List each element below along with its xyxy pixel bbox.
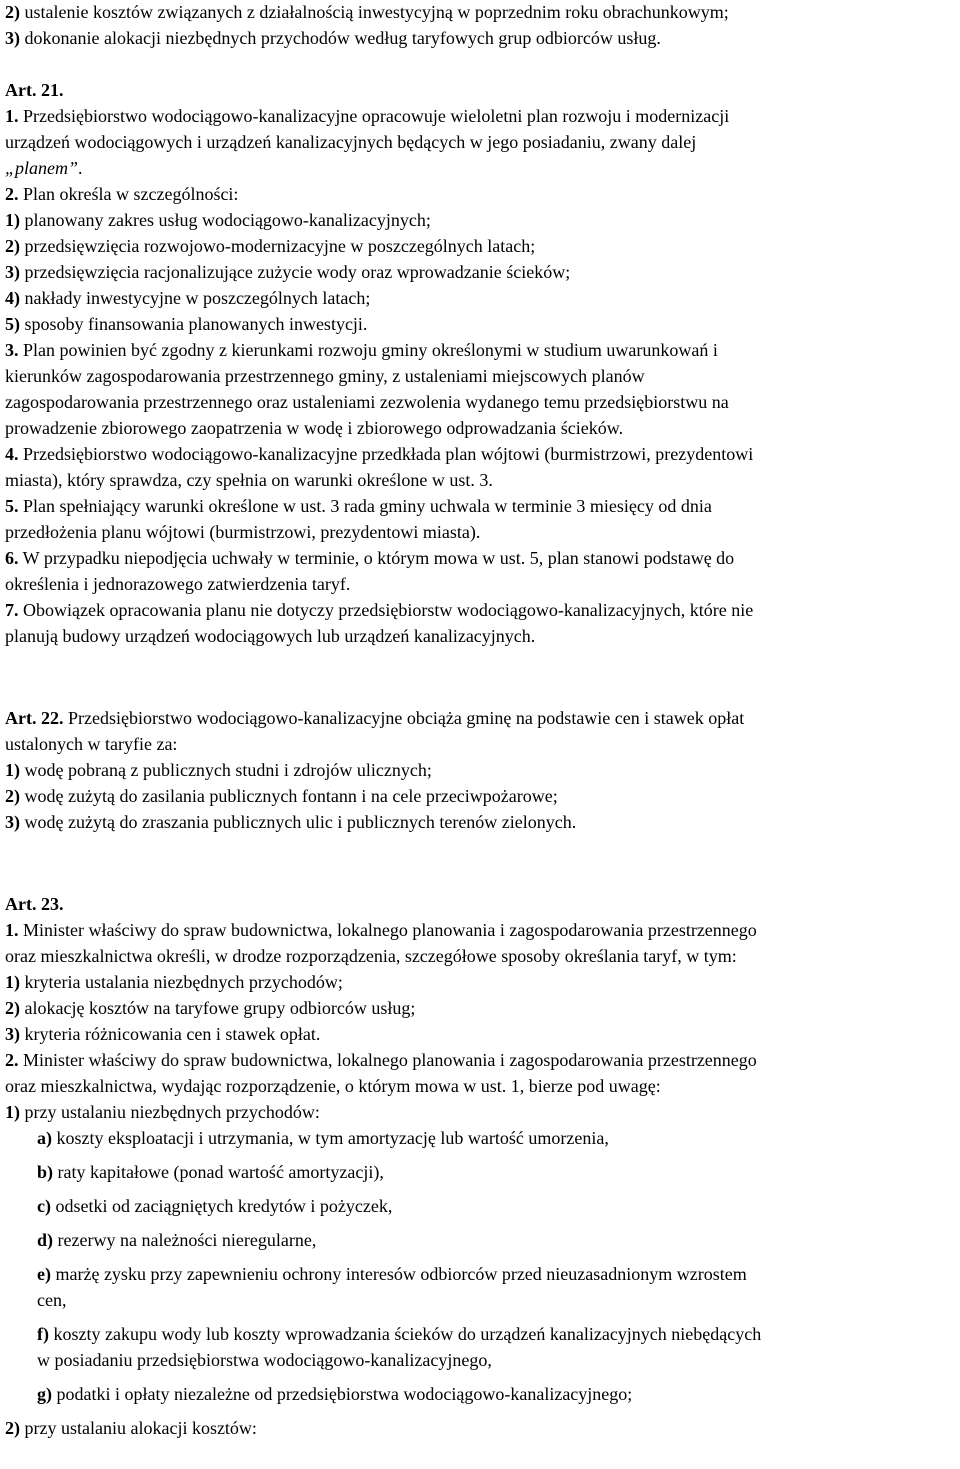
line-text: wodę zużytą do zasilania publicznych fontann i na cele przeciwpożarowe; [20, 786, 558, 806]
line-text: raty kapitałowe (ponad wartość amortyzacji), [53, 1162, 384, 1182]
text-line [5, 707, 744, 729]
item-number: 7. [5, 600, 19, 620]
text-line [5, 1417, 257, 1439]
item-number: Art. 23. [5, 894, 64, 914]
line-text: Obowiązek opracowania planu nie dotyczy przedsiębiorstw wodociągowo-kanalizacyjnych, które nie [18, 600, 754, 620]
text-line [5, 131, 696, 153]
defined-term: „planem” [5, 158, 79, 178]
line-text: miasta), który sprawdza, czy spełnia on warunki określone w ust. 3. [5, 470, 493, 490]
text-line [5, 495, 712, 517]
text-line [5, 1023, 320, 1045]
line-text: marżę zysku przy zapewnieniu ochrony interesów odbiorców przed nieuzasadnionym wzrostem [50, 1264, 747, 1284]
line-text: nakłady inwestycyjne w poszczególnych latach; [20, 288, 371, 308]
text-line [5, 521, 480, 543]
text-line [5, 209, 431, 231]
text-line [5, 157, 83, 179]
item-number: 2) [5, 236, 20, 256]
item-number: 6. [5, 548, 19, 568]
item-number: e) [37, 1264, 51, 1284]
item-number: 3) [5, 812, 20, 832]
line-text: podatki i opłaty niezależne od przedsiębiorstwa wodociągowo-kanalizacyjnego; [52, 1384, 633, 1404]
text-line [5, 105, 729, 127]
text-line [5, 1, 729, 23]
line-text: dokonanie alokacji niezbędnych przychodów według taryfowych grup odbiorców usług. [20, 28, 661, 48]
line-text: przedsięwzięcia rozwojowo-modernizacyjne w poszczególnych latach; [20, 236, 536, 256]
line-text: w posiadaniu przedsiębiorstwa wodociągowo-kanalizacyjnego, [37, 1350, 492, 1370]
item-number: Art. 21. [5, 80, 64, 100]
text-line [5, 547, 734, 569]
item-number: c) [37, 1196, 51, 1216]
text-line [5, 391, 729, 413]
line-text: przedłożenia planu wójtowi (burmistrzowi, prezydentowi miasta). [5, 522, 481, 542]
line-text: planują budowy urządzeń wodociągowych lub urządzeń kanalizacyjnych. [5, 626, 536, 646]
text-line [5, 997, 415, 1019]
item-number: 2) [5, 1418, 20, 1438]
text-line [37, 1383, 632, 1405]
line-text: wodę zużytą do zraszania publicznych ulic i publicznych terenów zielonych. [20, 812, 577, 832]
line-text: koszty eksploatacji i utrzymania, w tym amortyzację lub wartość umorzenia, [52, 1128, 609, 1148]
text-line [5, 183, 238, 205]
text-line [5, 261, 570, 283]
text-line [5, 287, 370, 309]
text-line [5, 573, 350, 595]
line-text: określenia i jednorazowego zatwierdzenia taryf. [5, 574, 351, 594]
text-line [5, 625, 535, 647]
line-text: Przedsiębiorstwo wodociągowo-kanalizacyjne przedkłada plan wójtowi (burmistrzowi, prezydentowi [18, 444, 754, 464]
item-number: 3. [5, 340, 19, 360]
text-line [37, 1161, 384, 1183]
line-text: kryteria różnicowania cen i stawek opłat. [20, 1024, 321, 1044]
line-text: przy ustalaniu alokacji kosztów: [20, 1418, 257, 1438]
text-line [5, 79, 63, 101]
line-text: sposoby finansowania planowanych inwestycji. [20, 314, 368, 334]
item-number: 5. [5, 496, 19, 516]
text-line [5, 733, 177, 755]
text-line [5, 893, 63, 915]
item-number: 1. [5, 106, 19, 126]
item-number: Art. 22. [5, 708, 64, 728]
line-text: ustalenie kosztów związanych z działalnością inwestycyjną w poprzednim roku obrachunkowym; [20, 2, 729, 22]
text-line [37, 1349, 492, 1371]
line-text: cen, [37, 1290, 67, 1310]
text-line [5, 417, 623, 439]
line-text: ustalonych w taryfie za: [5, 734, 178, 754]
item-number: 3) [5, 1024, 20, 1044]
item-number: 2) [5, 2, 20, 22]
item-number: 1) [5, 210, 20, 230]
item-number: 3) [5, 262, 20, 282]
line-text: prowadzenie zbiorowego zaopatrzenia w wodę i zbiorowego odprowadzania ścieków. [5, 418, 624, 438]
item-number: b) [37, 1162, 54, 1182]
text-line [37, 1263, 747, 1285]
line-text: wodę pobraną z publicznych studni i zdrojów ulicznych; [20, 760, 432, 780]
line-text: Plan spełniający warunki określone w ust. 3 rada gminy uchwala w terminie 3 miesięcy od dnia [18, 496, 712, 516]
line-text: Przedsiębiorstwo wodociągowo-kanalizacyjne opracowuje wieloletni plan rozwoju i modernizacji [18, 106, 730, 126]
item-number: 4) [5, 288, 20, 308]
line-text: Minister właściwy do spraw budownictwa, lokalnego planowania i zagospodarowania przestrzennego [18, 1050, 757, 1070]
line-text: alokację kosztów na taryfowe grupy odbiorców usług; [20, 998, 416, 1018]
text-line [5, 443, 753, 465]
text-line [5, 313, 367, 335]
item-number: f) [37, 1324, 49, 1344]
text-line [5, 945, 737, 967]
line-text: Minister właściwy do spraw budownictwa, lokalnego planowania i zagospodarowania przestrzennego [18, 920, 757, 940]
line-text: kryteria ustalania niezbędnych przychodów; [20, 972, 343, 992]
line-text: przedsięwzięcia racjonalizujące zużycie wody oraz wprowadzanie ścieków; [20, 262, 571, 282]
line-text: koszty zakupu wody lub koszty wprowadzania ścieków do urządzeń kanalizacyjnych niebędących [49, 1324, 762, 1344]
item-number: 5) [5, 314, 20, 334]
line-text: Plan określa w szczególności: [18, 184, 239, 204]
line-text: oraz mieszkalnictwa określi, w drodze rozporządzenia, szczegółowe sposoby określania taryf, w tym: [5, 946, 737, 966]
text-line [5, 365, 645, 387]
text-line [5, 785, 558, 807]
line-text: rezerwy na należności nieregularne, [53, 1230, 317, 1250]
item-number: 1) [5, 972, 20, 992]
text-line [5, 1075, 661, 1097]
line-text: urządzeń wodociągowych i urządzeń kanalizacyjnych będących w jego posiadaniu, zwany dalej [5, 132, 697, 152]
text-line [5, 1049, 757, 1071]
text-line [37, 1127, 609, 1149]
text-line [5, 339, 718, 361]
text-line [37, 1323, 761, 1345]
item-number: 1. [5, 920, 19, 940]
item-number: 4. [5, 444, 19, 464]
item-number: 2) [5, 786, 20, 806]
text-line [5, 811, 576, 833]
line-text: odsetki od zaciągniętych kredytów i pożyczek, [50, 1196, 393, 1216]
line-text: przy ustalaniu niezbędnych przychodów: [20, 1102, 320, 1122]
text-line [5, 759, 432, 781]
text-line [37, 1289, 66, 1311]
text-line [5, 1101, 320, 1123]
text-line [5, 235, 535, 257]
item-number: 1) [5, 760, 20, 780]
item-number: 1) [5, 1102, 20, 1122]
item-number: g) [37, 1384, 52, 1404]
text-line [37, 1229, 316, 1251]
item-number: d) [37, 1230, 54, 1250]
line-text: Przedsiębiorstwo wodociągowo-kanalizacyjne obciąża gminę na podstawie cen i stawek opłat [63, 708, 745, 728]
line-text: Plan powinien być zgodny z kierunkami rozwoju gminy określonymi w studium uwarunkowań i [18, 340, 718, 360]
line-text: W przypadku niepodjęcia uchwały w terminie, o którym mowa w ust. 5, plan stanowi podstawę do [18, 548, 735, 568]
item-number: 2. [5, 184, 19, 204]
item-number: 2. [5, 1050, 19, 1070]
line-text: zagospodarowania przestrzennego oraz ustaleniami zezwolenia wydanego temu przedsiębiorstwu na [5, 392, 729, 412]
item-number: 3) [5, 28, 20, 48]
item-number: a) [37, 1128, 52, 1148]
text-line [37, 1195, 392, 1217]
text-line [5, 971, 343, 993]
line-text: kierunków zagospodarowania przestrzennego gminy, z ustaleniami miejscowych planów [5, 366, 645, 386]
text-line [5, 469, 493, 491]
line-text-tail: . [78, 158, 83, 178]
item-number: 2) [5, 998, 20, 1018]
text-line [5, 919, 757, 941]
line-text: planowany zakres usług wodociągowo-kanalizacyjnych; [20, 210, 431, 230]
line-text: oraz mieszkalnictwa, wydając rozporządzenie, o którym mowa w ust. 1, bierze pod uwagę: [5, 1076, 661, 1096]
text-line [5, 599, 753, 621]
text-line [5, 27, 661, 49]
